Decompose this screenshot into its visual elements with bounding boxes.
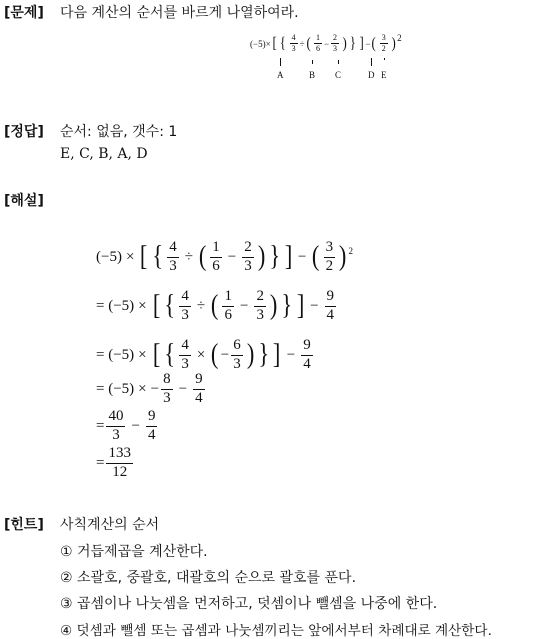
math-line-3: = (−5) × [ { $\frac{4}{3}$ × ( − $\frac{6}{3}$ ) } ] − $\frac{9}{4}$ — [96, 337, 311, 372]
problem-label: [문제] — [4, 5, 44, 21]
marker-b: B — [309, 70, 316, 80]
answer-line2: E, C, B, A, D — [60, 146, 148, 162]
marker-tick-a — [280, 58, 281, 66]
explanation-label: [해설] — [4, 193, 44, 209]
math-line-5: = $\frac{40}{3}$ − $\frac{9}{4}$ — [96, 408, 156, 443]
marker-tick-e — [384, 58, 385, 60]
hint-item-3: ③ 곱셈이나 나눗셈을 먼저하고, 덧셈이나 뺄셈을 나중에 한다. — [60, 596, 438, 612]
hint-item-4: ④ 덧셈과 뺄셈 또는 곱셈과 나눗셈끼리는 앞에서부터 차례대로 계산한다. — [60, 623, 492, 639]
answer-line1: 순서: 없음, 갯수: 1 — [60, 124, 178, 140]
answer-label: [정답] — [4, 124, 44, 140]
marker-tick-c — [338, 60, 339, 64]
math-line-6: = $\frac{133}{12}$ — [96, 445, 131, 480]
marker-a: A — [277, 70, 284, 80]
math-line-4: = (−5) × − $\frac{8}{3}$ − $\frac{9}{4}$ — [96, 371, 203, 406]
hint-title: 사칙계산의 순서 — [60, 517, 160, 533]
math-line-2: = (−5) × [ { $\frac{4}{3}$ ÷ ( $\frac{1}{6}$ − $\frac{2}{3}$ ) } ] − $\frac{9}{4}$ — [96, 288, 335, 323]
problem-text: 다음 계산의 순서를 바르게 나열하여라. — [60, 5, 299, 21]
marker-e: E — [381, 70, 387, 80]
hint-label: [힌트] — [4, 517, 44, 533]
marker-tick-b — [312, 60, 313, 64]
hint-item-2: ② 소괄호, 중괄호, 대괄호의 순으로 괄호를 푼다. — [60, 570, 357, 586]
marker-tick-d — [371, 58, 372, 66]
hint-item-1: ① 거듭제곱을 계산한다. — [60, 544, 208, 560]
problem-expression: (−5)× [ { $\frac{4}{3}$ ÷ ( $\frac{1}{6}$ − $\frac{2}{3}$ ) } ] − ( $\frac{3}{2}$ ) $^2$ — [250, 32, 402, 54]
math-line-1: (−5) × [ { $\frac{4}{3}$ ÷ ( $\frac{1}{6}$ − $\frac{2}{3}$ ) } ] − ( $\frac{3}{2}$ ) $^2$ — [96, 239, 353, 274]
marker-d: D — [368, 70, 375, 80]
marker-c: C — [335, 70, 342, 80]
